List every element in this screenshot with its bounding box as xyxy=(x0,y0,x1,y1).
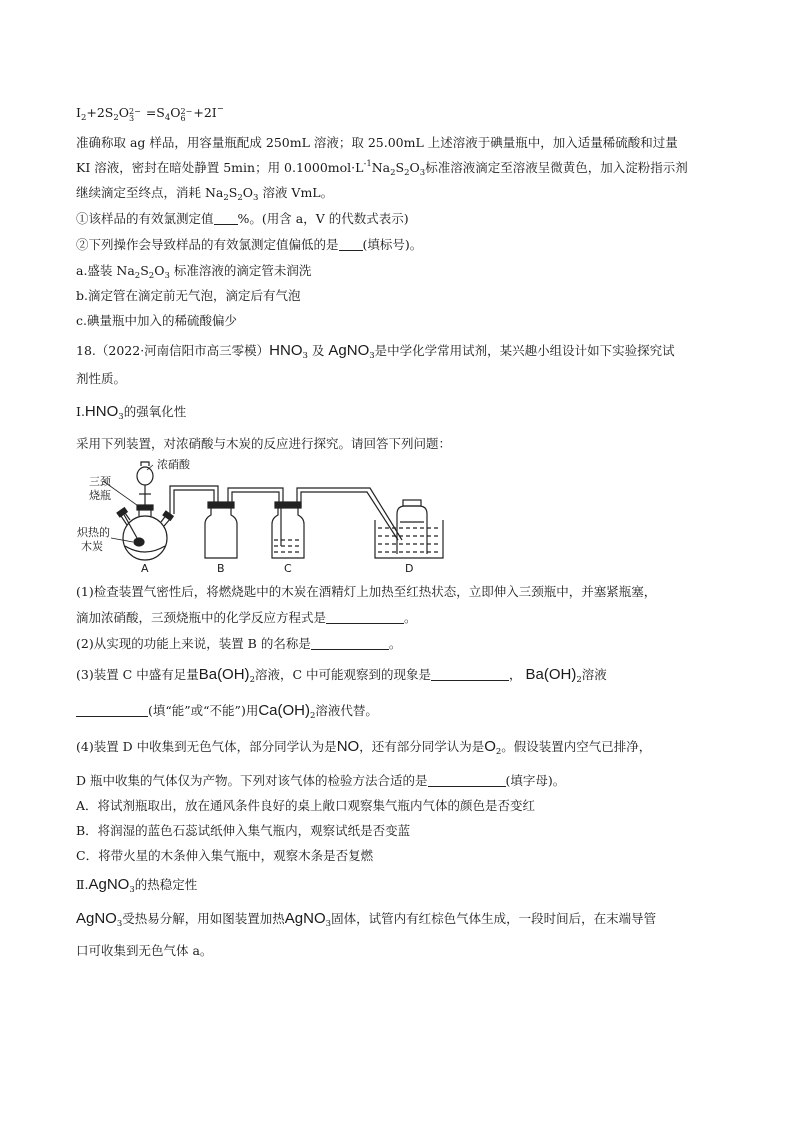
label-three-neck-1: 三颈 xyxy=(89,475,111,488)
sub-question-3-line2: (填“能”或“不能”)用$Ca(OH)_2$溶液代替。 xyxy=(76,700,378,722)
question-18-line2: 剂性质。 xyxy=(76,371,127,386)
answer-blank[interactable] xyxy=(339,238,363,251)
option-4c: C．将带火星的木条伸入集气瓶中，观察木条是否复燃 xyxy=(76,848,374,863)
option-b: b.滴定管在滴定前无气泡，滴定后有气泡 xyxy=(76,288,301,303)
apparatus-figure xyxy=(75,458,455,583)
label-b: B xyxy=(217,562,225,575)
part-1-heading: $Ⅰ.HNO_3$的强氧化性 xyxy=(76,403,187,422)
sub-question-2: (2)从实现的功能上来说，装置 B 的名称是 。 xyxy=(76,636,402,651)
question-2: ②下列操作会导致样品的有效氯测定值偏低的是 (填标号)。 xyxy=(76,237,423,252)
intro-text: 采用下列装置，对浓硝酸与木炭的反应进行探究。请回答下列问题： xyxy=(76,436,452,451)
answer-blank[interactable] xyxy=(311,637,389,650)
sub-question-3-line1: (3)装置 C 中盛有足量$Ba(OH)_2$溶液，C 中可能观察到的现象是 ， $Ba(OH)_2$溶液 xyxy=(76,666,607,685)
option-4a: A．将试剂瓶取出，放在通风条件良好的桌上敞口观察集气瓶内气体的颜色是否变红 xyxy=(76,798,536,813)
final-line2: 口可收集到无色气体 a。 xyxy=(76,943,213,958)
label-d: D xyxy=(405,562,414,575)
question-18-line1: 18.（2022·河南信阳市高三零模）$HNO_3$ 及 AgNO$_3$是中学化学常用试剂，某兴趣小组设计如下实验探究试 xyxy=(76,342,675,361)
answer-blank[interactable] xyxy=(431,668,509,681)
para1-line2: KI 溶液，密封在暗处静置 5min；用 $0.1000mol\cdot L^{-1}Na_2S_2O_3$标准溶液滴定至溶液呈微黄色，加入淀粉指示剂 xyxy=(76,159,688,178)
equation-line: $I_2+2S_2O$ 2− 3 $=S_4O$ 2− 6 +2I− xyxy=(76,104,224,123)
option-4b: B．将润湿的蓝色石蕊试纸伸入集气瓶内，观察试纸是否变蓝 xyxy=(76,823,411,838)
label-a: A xyxy=(141,562,149,575)
label-conc-acid: 浓硝酸 xyxy=(157,458,190,471)
para1-line1: 准确称取 ag 样品，用容量瓶配成 250mL 溶液；取 25.00mL 上述溶液于碘量瓶中，加入适量稀硫酸和过量 xyxy=(76,135,678,150)
sub-question-4-line2: D 瓶中收集的气体仅为产物。下列对该气体的检验方法合适的是 (填字母)。 xyxy=(76,773,566,788)
option-c: c.碘量瓶中加入的稀硫酸偏少 xyxy=(76,313,237,328)
answer-blank[interactable] xyxy=(76,704,148,717)
label-three-neck-2: 烧瓶 xyxy=(89,489,111,502)
label-c: C xyxy=(284,562,292,575)
label-charcoal-2: 木炭 xyxy=(81,540,103,553)
label-charcoal-1: 炽热的 xyxy=(77,526,110,539)
para1-line3: 继续滴定至终点，消耗 $Na_2S_2O_3$ 溶液 VmL。 xyxy=(76,185,334,203)
part-2-heading: Ⅱ.AgNO$_3$的热稳定性 xyxy=(76,876,198,895)
answer-blank[interactable] xyxy=(326,611,404,624)
answer-blank[interactable] xyxy=(428,774,506,787)
answer-blank[interactable] xyxy=(214,212,238,225)
option-a: a.盛装 $Na_2S_2O_3$ 标准溶液的滴定管未润洗 xyxy=(76,263,312,281)
sub-question-4-line1: (4)装置 D 中收集到无色气体，部分同学认为是NO，还有部分同学认为是$O_2$。假设装置内空气已排净， xyxy=(76,738,652,757)
sub-question-1-line2: 滴加浓硝酸，三颈烧瓶中的化学反应方程式是 。 xyxy=(76,610,417,625)
question-1: ①该样品的有效氯测定值 %。(用含 a，V 的代数式表示) xyxy=(76,211,409,226)
sub-question-1-line1: (1)检查装置气密性后，将燃烧匙中的木炭在酒精灯上加热至红热状态，立即伸入三颈瓶中，并塞紧瓶塞， xyxy=(76,584,657,599)
final-line1: AgNO$_3$受热易分解，用如图装置加热AgNO$_3$固体，试管内有红棕色气体生成，一段时间后，在末端导管 xyxy=(76,910,657,929)
